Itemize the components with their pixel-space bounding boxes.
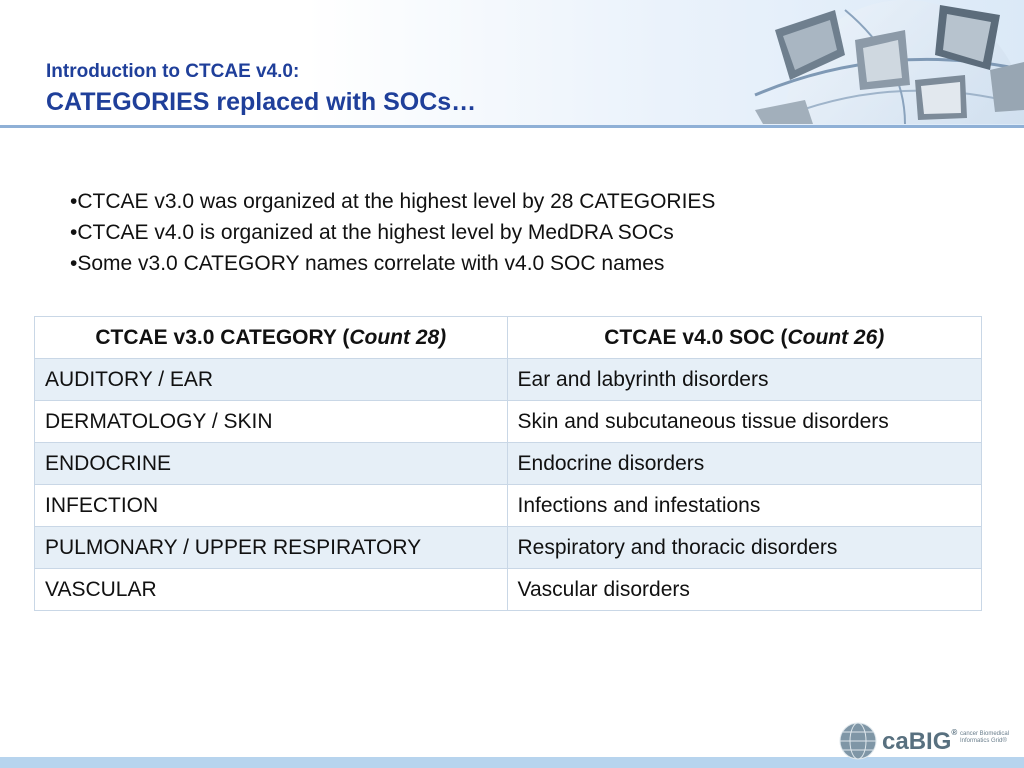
bullet-item: •CTCAE v4.0 is organized at the highest level by MedDRA SOCs (70, 221, 674, 244)
header-count: Count 26) (787, 326, 885, 349)
logo-registered: ® (951, 728, 958, 737)
v3-category-cell: DERMATOLOGY / SKIN (35, 401, 508, 443)
bullet-list (70, 186, 715, 279)
logo-name: caBIG (882, 728, 952, 755)
table-row (35, 401, 982, 443)
v3-category-cell: INFECTION (35, 485, 508, 527)
v4-soc-cell: Endocrine disorders (507, 443, 981, 485)
logo-wordmark (882, 728, 957, 756)
cabig-logo (836, 720, 1016, 762)
slide-subtitle: Introduction to CTCAE v4.0: (46, 61, 300, 82)
v4-soc-cell: Respiratory and thoracic disorders (507, 527, 981, 569)
header-v4-soc (507, 317, 981, 359)
header-label: CTCAE v4.0 SOC ( (604, 326, 788, 349)
v3-category-cell: ENDOCRINE (35, 443, 508, 485)
v4-soc-cell: Infections and infestations (507, 485, 981, 527)
slide-title: CATEGORIES replaced with SOCs… (46, 88, 477, 116)
v4-soc-cell: Ear and labyrinth disorders (507, 359, 981, 401)
table-header-row (35, 317, 982, 359)
v3-category-cell: PULMONARY / UPPER RESPIRATORY (35, 527, 508, 569)
header-count: Count 28) (349, 326, 447, 349)
table-row (35, 527, 982, 569)
table-row (35, 443, 982, 485)
header-label: CTCAE v3.0 CATEGORY ( (95, 326, 350, 349)
header-divider (0, 125, 1024, 128)
table-row (35, 569, 982, 611)
globe-logo-icon (838, 721, 878, 761)
bullet-item: •Some v3.0 CATEGORY names correlate with v4.0 SOC names (70, 252, 665, 275)
v3-category-cell: AUDITORY / EAR (35, 359, 508, 401)
header-v3-category (35, 317, 508, 359)
table-row (35, 485, 982, 527)
logo-tagline: cancer Biomedical Informatics Grid® (960, 731, 1010, 744)
category-soc-table (34, 316, 982, 611)
v3-category-cell: VASCULAR (35, 569, 508, 611)
v4-soc-cell: Skin and subcutaneous tissue disorders (507, 401, 981, 443)
bullet-item: •CTCAE v3.0 was organized at the highest level by 28 CATEGORIES (70, 190, 716, 213)
table-row (35, 359, 982, 401)
globe-photo-collage-icon (735, 0, 1024, 124)
v4-soc-cell: Vascular disorders (507, 569, 981, 611)
